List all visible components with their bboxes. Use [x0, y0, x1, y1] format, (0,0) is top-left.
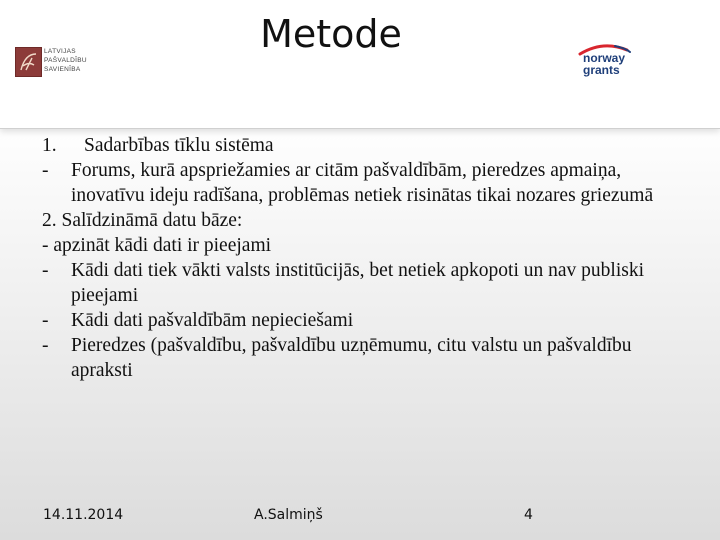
list-marker: - — [42, 335, 49, 356]
list-item — [42, 233, 672, 258]
norway-grants-text — [583, 52, 625, 76]
list-item-text: - apzināt kādi dati ir pieejami — [42, 235, 272, 256]
list-marker: 1. — [42, 135, 57, 156]
list-item-text: Kādi dati tiek vākti valsts institūcijās, bet netiek apkopoti un nav publiski pieejami — [71, 260, 644, 306]
list-item — [42, 133, 672, 158]
footer-date: 14.11.2014 — [43, 507, 124, 523]
list-item-text: Kādi dati pašvaldībām nepieciešami — [71, 310, 354, 331]
list-item-text: 2. Salīdzināmā datu bāze: — [42, 210, 243, 231]
lps-logo-line3: SAVIENĪBA — [44, 66, 81, 73]
footer-author: A.Salmiņš — [254, 507, 323, 523]
page-number: 4 — [524, 507, 533, 523]
norway-grants-line2: grants — [583, 63, 620, 77]
list-marker: - — [42, 310, 49, 331]
norway-grants-line1: norway — [583, 51, 626, 65]
list-item — [42, 308, 672, 333]
list-item — [42, 158, 672, 208]
slide-header — [0, 0, 720, 129]
lps-logo-line1: LATVIJAS — [44, 48, 76, 55]
list-item — [42, 333, 672, 383]
list-item — [42, 208, 672, 233]
norway-grants-logo — [575, 40, 645, 80]
list-marker: - — [42, 260, 49, 281]
list-item — [42, 258, 672, 308]
slide-body — [42, 133, 672, 383]
list-item-text: Pieredzes (pašvaldību, pašvaldību uzņēmumu, citu valstu un pašvaldību apraksti — [71, 335, 632, 381]
slide-title: Metode — [260, 12, 402, 56]
list-item-text: Forums, kurā apspriežamies ar citām pašvaldībām, pieredzes apmaiņa, inovatīvu ideju radīšana, problēmas netiek risinātas tikai nozares griezumā — [71, 160, 654, 206]
list-item-text: Sadarbības tīklu sistēma — [84, 135, 274, 156]
list-marker: - — [42, 160, 49, 181]
lps-logo-line2: PAŠVALDĪBU — [44, 57, 87, 64]
